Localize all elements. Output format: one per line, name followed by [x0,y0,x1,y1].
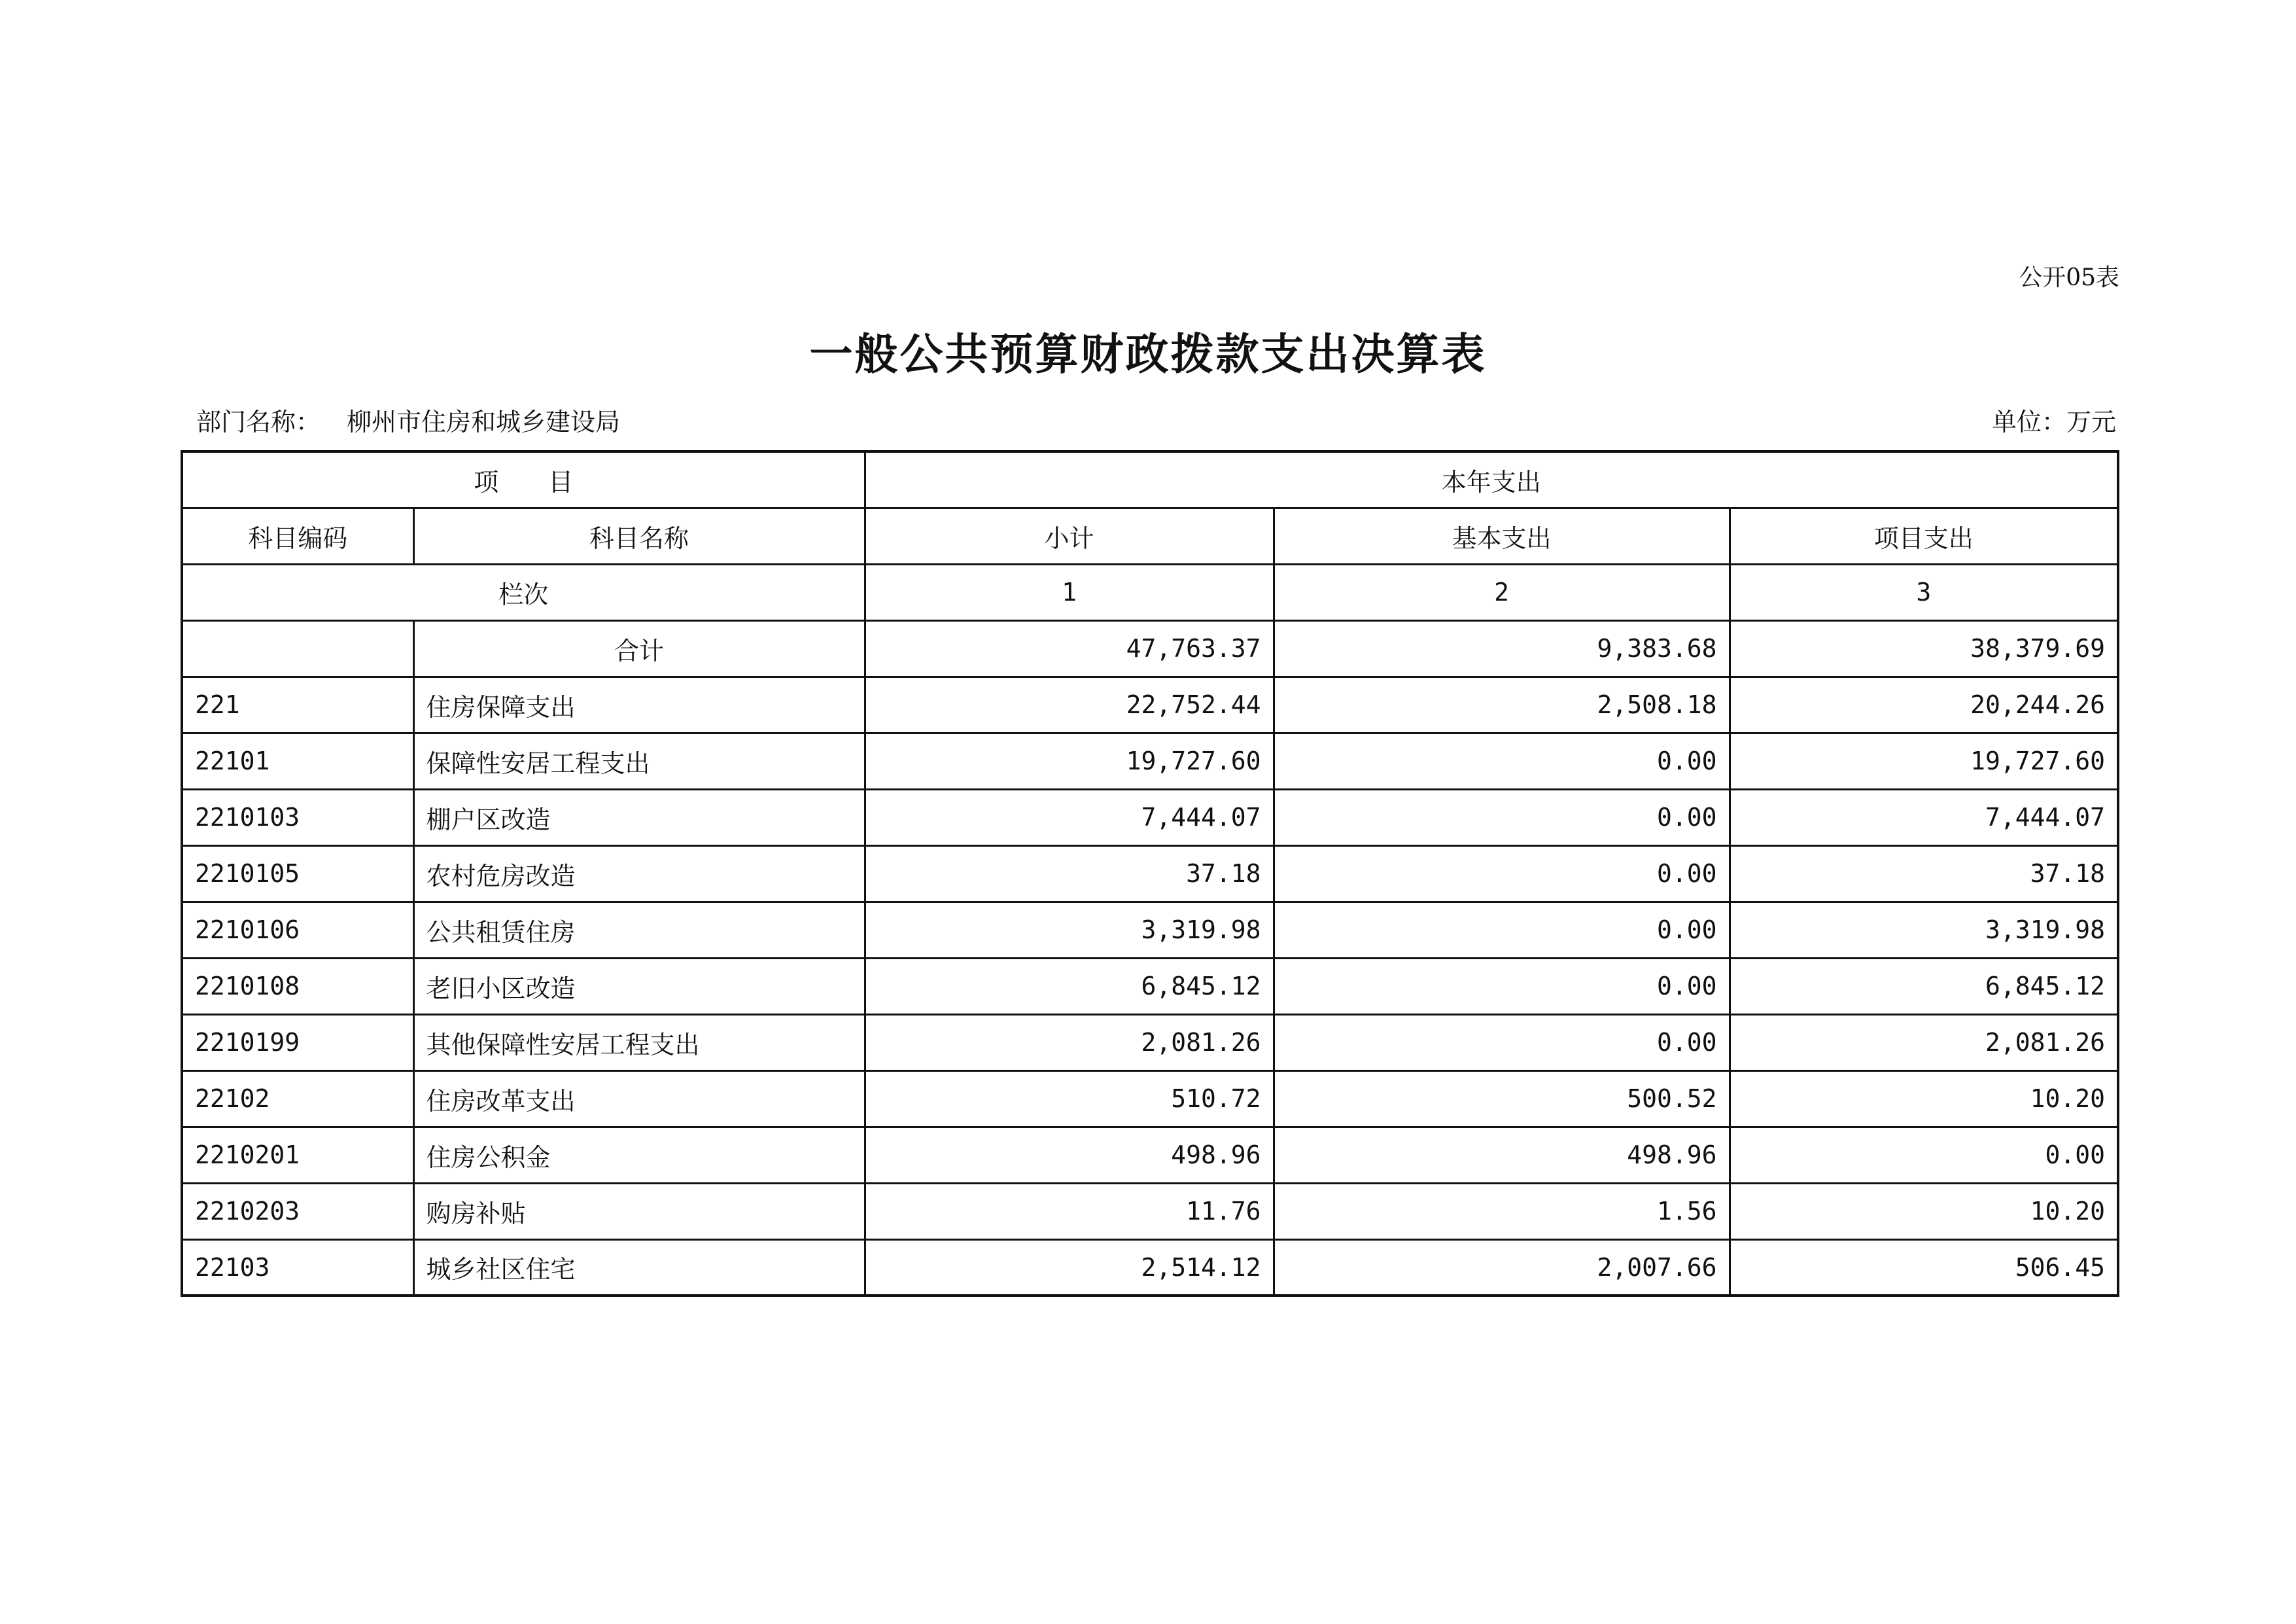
cell-subtotal: 7,444.07 [865,789,1274,845]
cell-project: 10.20 [1730,1070,2118,1127]
table-row [182,1239,2118,1296]
cell-subtotal: 3,319.98 [865,902,1274,958]
header-row-2 [182,508,2118,564]
cell-basic: 0.00 [1274,1014,1730,1070]
cell-subtotal: 2,514.12 [865,1239,1274,1296]
header-code: 科目编码 [182,508,413,564]
cell-code: 2210105 [182,845,413,902]
cell-name: 其他保障性安居工程支出 [413,1014,865,1070]
table-row [182,620,2118,677]
cell-code: 221 [182,677,413,733]
cell-name: 老旧小区改造 [413,958,865,1014]
cell-basic: 0.00 [1274,845,1730,902]
table-row [182,789,2118,845]
cell-name: 购房补贴 [413,1183,865,1239]
cell-name: 棚户区改造 [413,789,865,845]
cell-name: 住房保障支出 [413,677,865,733]
cell-code: 22101 [182,733,413,789]
cell-basic: 2,007.66 [1274,1239,1730,1296]
cell-basic: 500.52 [1274,1070,1730,1127]
cell-subtotal: 37.18 [865,845,1274,902]
cell-code [182,620,413,677]
table-row [182,677,2118,733]
cell-basic: 0.00 [1274,902,1730,958]
header-row-1 [182,451,2118,508]
header-col-3: 3 [1730,564,2118,620]
cell-basic: 0.00 [1274,958,1730,1014]
header-project: 项目支出 [1730,508,2118,564]
form-number: 公开05表 [2019,264,2119,291]
table-row [182,1014,2118,1070]
cell-code: 2210199 [182,1014,413,1070]
cell-subtotal: 11.76 [865,1183,1274,1239]
cell-project: 2,081.26 [1730,1014,2118,1070]
cell-code: 2210106 [182,902,413,958]
header-col-2: 2 [1274,564,1730,620]
header-item: 项 目 [182,451,865,508]
cell-code: 22102 [182,1070,413,1127]
expenditure-table [181,450,2119,1297]
header-column-index: 栏次 [182,564,865,620]
cell-project: 3,319.98 [1730,902,2118,958]
cell-subtotal: 22,752.44 [865,677,1274,733]
cell-code: 2210108 [182,958,413,1014]
department [196,402,620,438]
cell-basic: 2,508.18 [1274,677,1730,733]
cell-project: 19,727.60 [1730,733,2118,789]
table-row [182,845,2118,902]
cell-basic: 498.96 [1274,1127,1730,1183]
cell-subtotal: 2,081.26 [865,1014,1274,1070]
cell-basic: 9,383.68 [1274,620,1730,677]
header-basic: 基本支出 [1274,508,1730,564]
cell-name: 公共租赁住房 [413,902,865,958]
cell-subtotal: 6,845.12 [865,958,1274,1014]
table-row [182,1070,2118,1127]
cell-name: 保障性安居工程支出 [413,733,865,789]
cell-project: 38,379.69 [1730,620,2118,677]
header-subtotal: 小计 [865,508,1274,564]
cell-project: 0.00 [1730,1127,2118,1183]
table-row [182,958,2118,1014]
cell-name: 合计 [413,620,865,677]
cell-project: 10.20 [1730,1183,2118,1239]
report-title: 一般公共预算财政拨款支出决算表 [809,329,1487,380]
cell-name: 住房公积金 [413,1127,865,1183]
header-name: 科目名称 [413,508,865,564]
cell-project: 506.45 [1730,1239,2118,1296]
cell-subtotal: 47,763.37 [865,620,1274,677]
table-row [182,1127,2118,1183]
table-row [182,733,2118,789]
header-col-1: 1 [865,564,1274,620]
table-row [182,1183,2118,1239]
cell-basic: 0.00 [1274,789,1730,845]
header-row-3 [182,564,2118,620]
cell-subtotal: 498.96 [865,1127,1274,1183]
table-row [182,902,2118,958]
cell-project: 20,244.26 [1730,677,2118,733]
cell-name: 住房改革支出 [413,1070,865,1127]
header-current-year: 本年支出 [865,451,2118,508]
cell-subtotal: 19,727.60 [865,733,1274,789]
cell-project: 7,444.07 [1730,789,2118,845]
cell-project: 37.18 [1730,845,2118,902]
cell-name: 农村危房改造 [413,845,865,902]
cell-project: 6,845.12 [1730,958,2118,1014]
cell-basic: 0.00 [1274,733,1730,789]
cell-code: 2210103 [182,789,413,845]
department-label: 部门名称： [196,408,321,436]
cell-code: 22103 [182,1239,413,1296]
unit-label: 单位：万元 [1991,408,2116,436]
department-name: 柳州市住房和城乡建设局 [347,408,621,436]
cell-name: 城乡社区住宅 [413,1239,865,1296]
cell-basic: 1.56 [1274,1183,1730,1239]
cell-subtotal: 510.72 [865,1070,1274,1127]
cell-code: 2210201 [182,1127,413,1183]
cell-code: 2210203 [182,1183,413,1239]
